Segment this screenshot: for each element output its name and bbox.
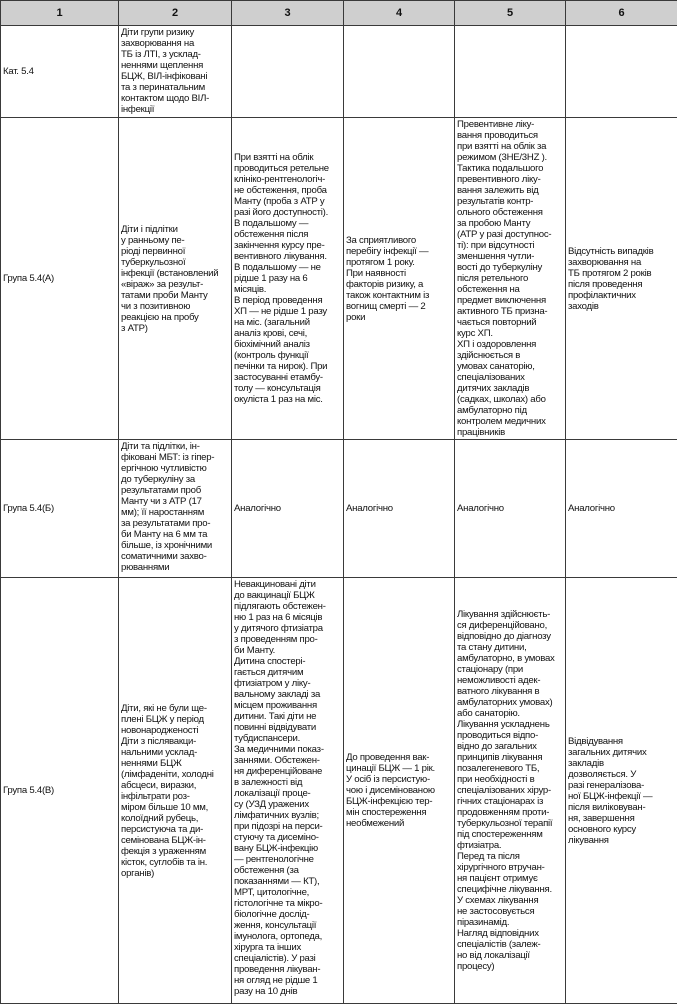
treatment-cell: Превентивне ліку- вання проводиться при взятті на облік за режимом (3HE/3HZ ). Тактика подальшого превентивного ліку- вання залежить від результатів контр- ольного обстеження за пробою Манту (АТР у разі доступнос- ті): при відсутності зменшення чутли- вості до туберкуліну після ретельного обстеження на предмет виключення активного ТБ призна- чається повторний курс ХП. ХП і оздоровлення здійснюється в умовах санаторію, спеціалізованих дитячих закладів (садках, школах) або амбулаторно під контролем медичних працівників xyxy=(455,118,566,440)
patient-group-cell: Діти і підлітки у ранньому пе- ріоді первинної туберкульозної інфекції (встановлений «віраж» за результ- татами проби Манту чи з позитивною реакцією на пробу з АТР) xyxy=(119,118,232,440)
treatment-cell: Лікування здійснюєть- ся диференційовано, відповідно до діагнозу та стану дитини, амбулаторно, в умовах стаціонару (при неможливості адек- ватного лікування в амбулаторних умовах) або санаторію. Лікування ускладнень проводиться відпо- відно до загальних принципів лікування позалегеневого ТБ, при необхідності в спеціалізованих хірур- гічних стаціонарах із продовженням проти- туберкульозної терапії під спостереженням фтизіатра. Перед та після хірургічного втручан- ня пацієнт отримує специфічне лікування. У схемах лікування не застосовується піразинамід. Нагляд відповідних спеціалістів (залеж- но від локалізації процесу) xyxy=(455,578,566,1004)
column-header-3: 3 xyxy=(232,1,344,26)
patient-group-cell: Діти та підлітки, ін- фіковані МБТ: із гіпер- ергічною чутливістю до туберкуліну за результатами проб Манту чи з АТР (17 мм); її наростанням за результатами про- би Манту на 6 мм та більше, із хронічними соматичними захво- рюваннями xyxy=(119,440,232,578)
table-row-cat-5-4 xyxy=(1,26,677,118)
patient-group-cell: Діти, які не були ще- плені БЦЖ у період новонародженості Діти з післявакци- нальними усклад- неннями БЦЖ (лімфаденіти, холодні абсцеси, виразки, інфільтрати роз- міром більше 10 мм, колоїдний рубець, персистуюча та ди- семінована БЦЖ-ін- фекція з ураженням кісток, суглобів та ін. органів) xyxy=(119,578,232,1004)
row-label: Група 5.4(А) xyxy=(1,118,119,440)
observation-term-cell: До проведення вак- цинації БЦЖ — 1 рік. У осіб із персистую- чою і дисемінованою БЦЖ-інфекцією тер- мін спостереження необмежений xyxy=(344,578,455,1004)
examination-cell: При взятті на облік проводиться ретельне клініко-рентгенологіч- не обстеження, проба Манту (проба з АТР у разі його доступності). В подальшому — обстеження після закінчення курсу пре- вентивного лікування. В подальшому — не рідше 1 разу на 6 місяців. В період проведення ХП — не рідше 1 разу на міс. (загальний аналіз крові, сечі, біохімічний аналіз (контроль функції печінки та нирок). При застосуванні етамбу- толу — консультація окуліста 1 раз на міс. xyxy=(232,118,344,440)
treatment-cell xyxy=(455,26,566,118)
column-header-4: 4 xyxy=(344,1,455,26)
row-label: Кат. 5.4 xyxy=(1,26,119,118)
patient-group-cell: Діти групи ризику захворювання на ТБ із ЛТІ, з усклад- неннями щеплення БЦЖ, ВІЛ-інфіковані та з перинатальним контактом щодо ВІЛ- інфекції xyxy=(119,26,232,118)
table-row-group-5-4-v xyxy=(1,578,677,1004)
examination-cell xyxy=(232,26,344,118)
examination-cell: Невакциновані діти до вакцинації БЦЖ підлягають обстежен- ню 1 раз на 6 місяців у дитячого фтизіатра з проведенням про- би Манту. Дитина спостері- гається дитячим фтизіатром у ліку- вальному закладі за місцем проживання дитини. Такі діти не повинні відвідувати тубдиспансери. За медичними показ- заннями. Обстежен- ня диференційоване в залежності від локалізації проце- су (УЗД уражених лімфатичних вузлів; при підозрі на перси- стуючу та дисеміно- вану БЦЖ-інфекцію — рентгенологічне обстеження (за показаннями — КТ), МРТ, цитологічне, гістологічне та мікро- біологічне дослід- ження, консультації імунолога, ортопеда, хірурга та інших спеціалістів). У разі проведення лікуван- ня огляд не рідше 1 разу на 10 днів xyxy=(232,578,344,1004)
column-header-6: 6 xyxy=(566,1,677,26)
header-row xyxy=(1,1,677,26)
result-cell: Відсутність випадків захворювання на ТБ протягом 2 років після проведення профілактичних заходів xyxy=(566,118,677,440)
examination-cell: Аналогічно xyxy=(232,440,344,578)
observation-term-cell xyxy=(344,26,455,118)
table-row-group-5-4-a xyxy=(1,118,677,440)
result-cell: Аналогічно xyxy=(566,440,677,578)
row-label: Група 5.4(Б) xyxy=(1,440,119,578)
column-header-1: 1 xyxy=(1,1,119,26)
table-row-group-5-4-b xyxy=(1,440,677,578)
column-header-2: 2 xyxy=(119,1,232,26)
result-cell xyxy=(566,26,677,118)
row-label: Група 5.4(В) xyxy=(1,578,119,1004)
observation-term-cell: За сприятливого перебігу інфекції — протягом 1 року. При наявності факторів ризику, а також контактним із вогнищ смерті — 2 роки xyxy=(344,118,455,440)
result-cell: Відвідування загальних дитячих закладів дозволяється. У разі генералізова- ної БЦЖ-інфекції — після виліковуван- ня, завершення основного курсу лікування xyxy=(566,578,677,1004)
observation-term-cell: Аналогічно xyxy=(344,440,455,578)
column-header-5: 5 xyxy=(455,1,566,26)
treatment-cell: Аналогічно xyxy=(455,440,566,578)
